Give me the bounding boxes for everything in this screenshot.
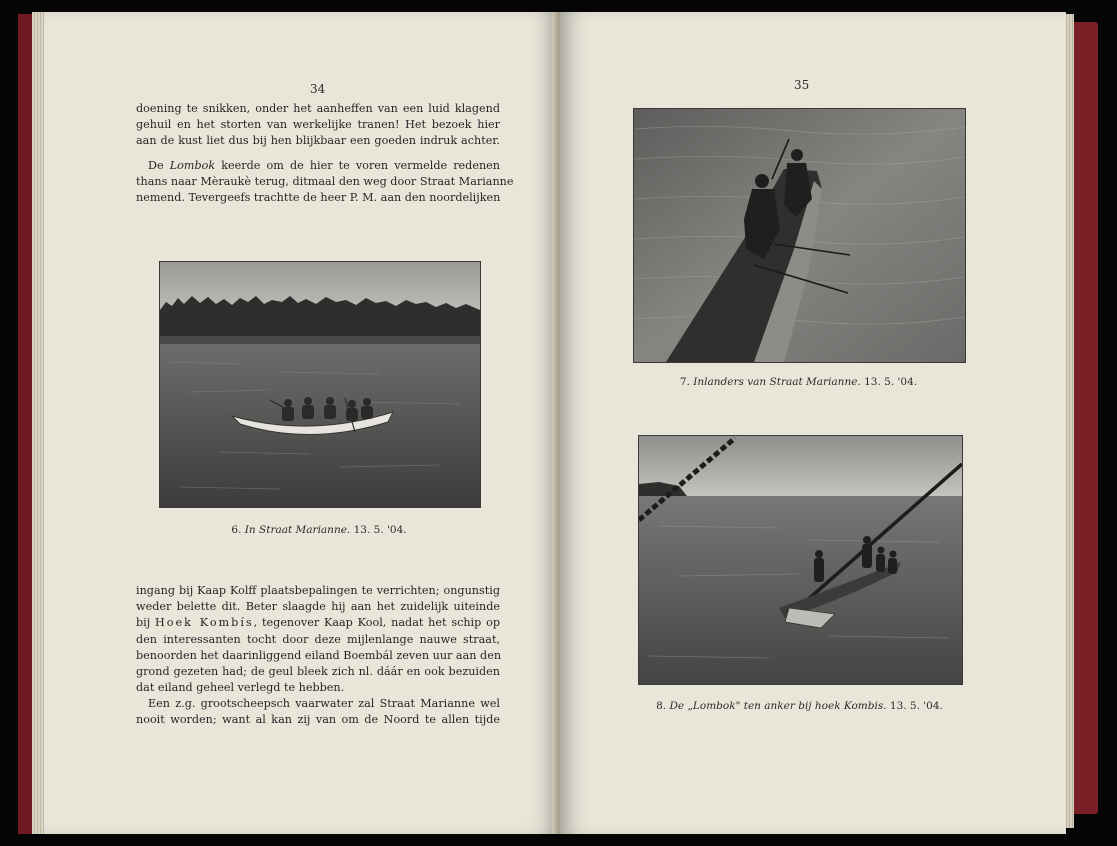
text-line: benoorden het daarinliggend eiland Boembál zeven uur aan den bbox=[136, 648, 502, 662]
caption-date: 13. 5. '04. bbox=[864, 376, 918, 388]
text-fragment: keerde om de hier te voren vermelde redenen bbox=[215, 159, 500, 172]
caption-date: 13. 5. '04. bbox=[889, 700, 943, 712]
text-line: grond gezeten had; de geul bleek zich nl. dáár en ook bezuiden bbox=[136, 665, 500, 679]
photo-7-caption bbox=[633, 376, 964, 388]
text-fragment: , tegenover Kaap Kool, nadat het schip op bbox=[253, 616, 500, 630]
photo-8-lombok-at-anchor bbox=[638, 435, 963, 685]
text-line bbox=[136, 158, 500, 174]
text-line bbox=[136, 615, 500, 631]
paragraph-1 bbox=[136, 101, 500, 150]
text-line: gehuil en het storten van werkelijke tranen! Het bezoek hier bbox=[136, 118, 500, 132]
caption-number: 7. bbox=[679, 376, 690, 388]
caption-title: Inlanders van Straat Marianne. bbox=[693, 376, 861, 388]
caption-title: De „Lombok" ten anker bij hoek Kombis. bbox=[669, 700, 887, 712]
text-line: doening te snikken, onder het aanheffen van een luid klagend bbox=[136, 102, 500, 115]
text-fragment: De bbox=[148, 159, 170, 172]
photo-6-caption bbox=[159, 524, 479, 536]
text-line: Een z.g. grootscheepsch vaarwater zal Straat Marianne wel bbox=[148, 697, 500, 710]
caption-date: 13. 5. '04. bbox=[353, 524, 407, 536]
photo-8-caption bbox=[638, 700, 961, 712]
text-line: aan de kust liet dus bij hen blijkbaar een goeden indruk achter. bbox=[136, 134, 500, 148]
paragraph-3 bbox=[136, 583, 500, 696]
photo-8-image bbox=[639, 436, 962, 684]
text-line: nooit worden; want al kan zij van om de Noord te allen tijde bbox=[136, 713, 500, 727]
photo-6-image bbox=[160, 262, 480, 507]
page-number-right: 35 bbox=[794, 78, 810, 92]
page-number-left: 34 bbox=[310, 82, 326, 96]
text-line: den interessanten tocht door deze mijlenlange nauwe straat, bbox=[136, 632, 500, 646]
text-line: nemend. Tevergeefs trachtte de heer P. M. aan den noordelijken bbox=[136, 191, 501, 205]
paragraph-2 bbox=[136, 158, 514, 207]
caption-number: 8. bbox=[656, 700, 667, 712]
caption-number: 6. bbox=[231, 524, 242, 536]
text-line: weder belette dit. Beter slaagde hij aan het zuidelijk uiteinde bbox=[136, 600, 500, 614]
text-line: ingang bij Kaap Kolff plaatsbepalingen te verrichten; ongunstig bbox=[136, 584, 500, 597]
left-page bbox=[44, 12, 558, 834]
paragraph-4 bbox=[136, 696, 500, 728]
caption-title: In Straat Marianne. bbox=[244, 524, 351, 536]
ship-name: Lombok bbox=[169, 159, 216, 172]
photo-7-islanders-canoe bbox=[633, 108, 966, 363]
photo-7-image bbox=[634, 109, 965, 362]
place-name: Hoek Kombís bbox=[155, 616, 254, 630]
photo-6-canoe-in-strait bbox=[159, 261, 481, 508]
right-page bbox=[560, 12, 1066, 834]
text-line: dat eiland geheel verlegd te hebben. bbox=[136, 681, 345, 695]
text-fragment: bij bbox=[136, 616, 156, 630]
text-line: thans naar Mèraukè terug, ditmaal den weg door Straat Marianne bbox=[136, 175, 514, 189]
